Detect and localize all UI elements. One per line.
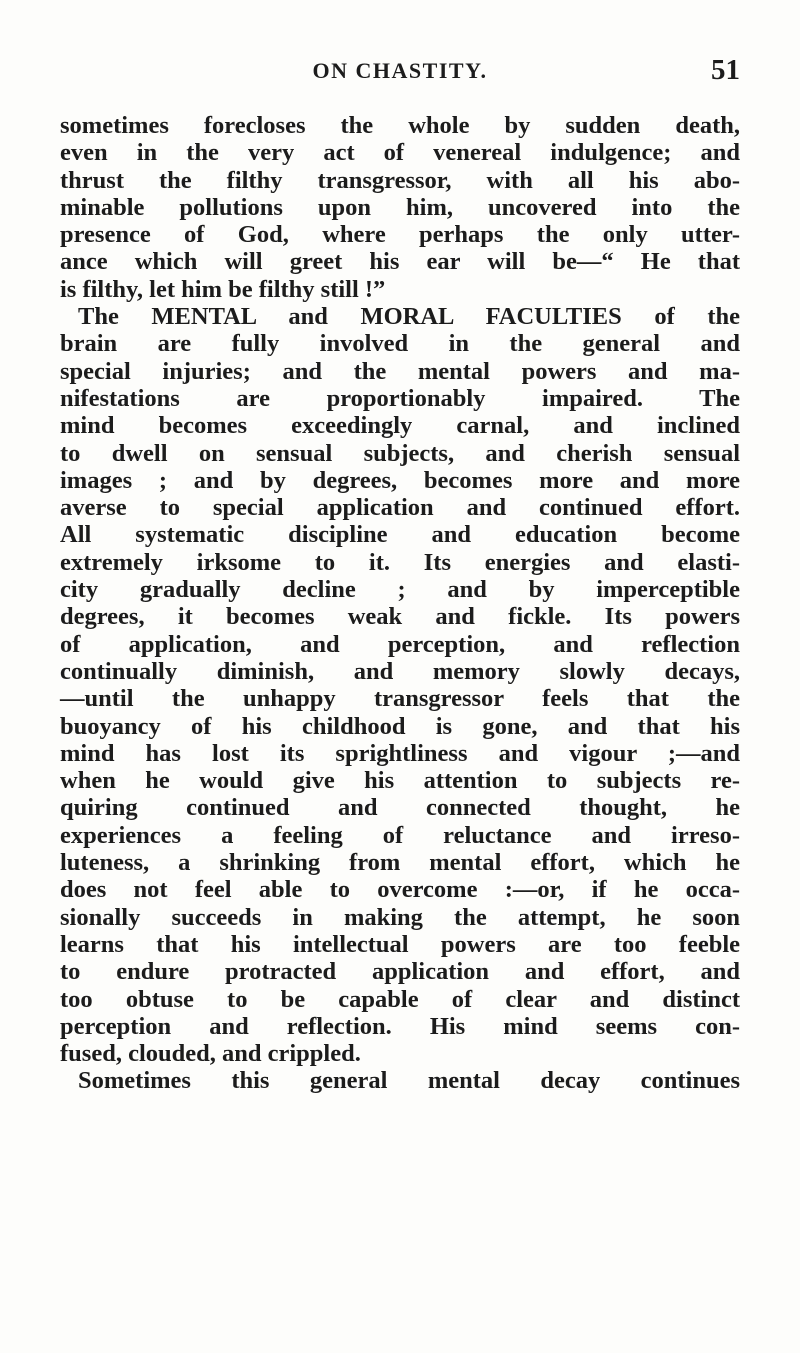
text-line: perception and reflection. His mind seems con- — [60, 1012, 740, 1040]
text-line: minable pollutions upon him, uncovered into the — [60, 193, 740, 221]
text-line: sionally succeeds in making the attempt, he soon — [60, 903, 740, 931]
text-line: —until the unhappy transgressor feels that the — [60, 685, 740, 713]
text-line: fused, clouded, and crippled. — [60, 1040, 361, 1068]
text-line: to endure protracted application and effort, and — [60, 958, 740, 986]
text-line: luteness, a shrinking from mental effort, which he — [60, 849, 740, 877]
text-line: city gradually decline ; and by imperceptible — [60, 576, 740, 604]
text-line: buoyancy of his childhood is gone, and that his — [60, 712, 740, 740]
text-line: learns that his intellectual powers are too feeble — [60, 930, 740, 958]
text-line: continually diminish, and memory slowly decays, — [60, 657, 740, 685]
text-line: degrees, it becomes weak and fickle. Its powers — [60, 603, 740, 631]
text-line: to dwell on sensual subjects, and cherish sensual — [60, 439, 740, 467]
text-line: nifestations are proportionably impaired. The — [60, 384, 740, 412]
text-line: is filthy, let him be filthy still !” — [60, 275, 386, 303]
text-line: does not feel able to overcome :—or, if he occa- — [60, 876, 740, 904]
text-line: All systematic discipline and education become — [60, 521, 740, 549]
running-title: ON CHASTITY. — [312, 58, 488, 83]
text-line: experiences a feeling of reluctance and irreso- — [60, 821, 740, 849]
page-header — [60, 54, 740, 98]
text-line: presence of God, where perhaps the only utter- — [60, 221, 740, 249]
paragraph-start-line: Sometimes this general mental decay continues — [78, 1067, 740, 1095]
text-line: ance which will greet his ear will be—“ He that — [60, 248, 740, 276]
text-line: too obtuse to be capable of clear and distinct — [60, 985, 740, 1013]
page-number: 51 — [711, 54, 740, 86]
text-line: quiring continued and connected thought, he — [60, 794, 740, 822]
text-line: of application, and perception, and reflection — [60, 630, 740, 658]
paragraph-start-line: The MENTAL and MORAL FACULTIES of the — [78, 303, 740, 331]
text-line: thrust the filthy transgressor, with all his abo- — [60, 166, 740, 194]
text-line: extremely irksome to it. Its energies and elasti- — [60, 548, 740, 576]
body-text — [60, 112, 740, 1095]
text-line: mind has lost its sprightliness and vigour ;—and — [60, 739, 740, 767]
text-line: special injuries; and the mental powers and ma- — [60, 357, 740, 385]
text-line: averse to special application and continued effort. — [60, 494, 740, 522]
text-line: even in the very act of venereal indulgence; and — [60, 139, 740, 167]
text-line: when he would give his attention to subjects re- — [60, 767, 740, 795]
text-line: mind becomes exceedingly carnal, and inclined — [60, 412, 740, 440]
text-line: images ; and by degrees, becomes more and more — [60, 466, 740, 494]
text-line: brain are fully involved in the general and — [60, 330, 740, 358]
text-line: sometimes forecloses the whole by sudden death, — [60, 112, 740, 139]
